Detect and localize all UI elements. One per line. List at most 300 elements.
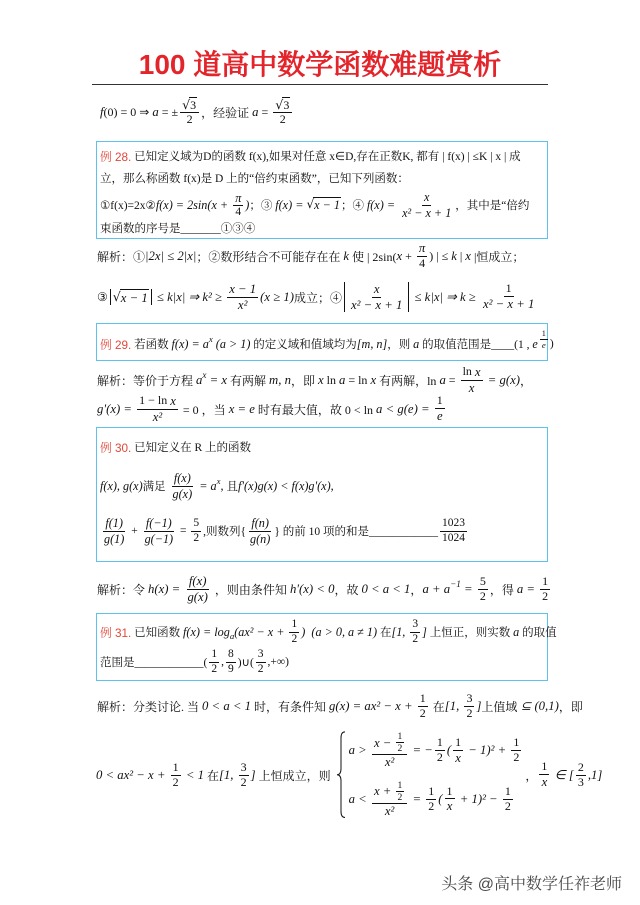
subscript (230, 631, 234, 641)
fraction-denominator (289, 633, 299, 646)
text-run: (0) = 0 ⇒ (103, 104, 153, 119)
system-row (349, 780, 524, 819)
radicand (313, 197, 341, 212)
text-run: 若函数 (131, 339, 172, 351)
fraction (464, 692, 474, 721)
text-run: 9 (227, 662, 234, 675)
text-run: 2 (279, 112, 286, 127)
text-run: 1 (541, 759, 548, 774)
text-run: 4 (235, 205, 242, 218)
math-run: (x ≥ 1) (260, 289, 294, 304)
text-run: ③ (97, 289, 108, 304)
math-run: x = e (228, 401, 255, 416)
fraction-denominator (445, 799, 455, 814)
math-run: ⊆ (0,1) (517, 699, 559, 713)
math-run: |2x| ≤ 2|x| (145, 248, 197, 263)
fraction-numerator (540, 329, 548, 340)
fraction-denominator (191, 532, 201, 545)
fraction-numerator (464, 692, 474, 707)
text-run: 1 (436, 393, 443, 408)
fraction-denominator (143, 532, 176, 546)
fraction-denominator (236, 298, 249, 313)
fraction (540, 329, 548, 350)
math-run: a (152, 104, 159, 119)
analysis-28-line-1 (97, 241, 524, 271)
fraction-denominator (248, 532, 272, 546)
math-run: m, n (269, 372, 291, 387)
math-run: = g(x) (484, 372, 520, 387)
fraction-denominator (453, 751, 463, 766)
text-run: 3 (412, 618, 419, 631)
text-run: 2 (436, 750, 443, 765)
text-run: 3 (466, 690, 473, 705)
text-run: 1 (428, 784, 435, 799)
fraction-numerator (504, 282, 514, 297)
math-run: f(−1) (145, 516, 172, 531)
fraction-denominator (540, 340, 548, 350)
fraction-numerator (171, 761, 181, 776)
math-run: x² (237, 297, 248, 312)
math-run: f(x) (173, 471, 191, 486)
text-run: } 的前 10 项的和是____________ (274, 526, 438, 538)
math-run: √ x − 1 (120, 291, 148, 305)
radicand (189, 97, 197, 112)
math-run: a (196, 372, 203, 387)
text-run: = (445, 372, 459, 387)
text-run: 3 (577, 774, 584, 789)
fraction (239, 761, 249, 790)
text-run: 2 (211, 662, 218, 675)
math-run: x (396, 248, 403, 263)
fraction-numerator (372, 780, 407, 804)
math-run: x² − x + 1 (350, 297, 403, 312)
math-run: g(−1) (144, 531, 174, 546)
fraction (171, 471, 195, 500)
math-run: g(x) (187, 589, 208, 604)
text-run: 5 (479, 573, 486, 588)
radicand (282, 97, 290, 112)
math-run: x² (152, 409, 163, 424)
math-run: − 1)² + (465, 743, 510, 758)
example-label: 例 31. (100, 626, 132, 640)
fraction-numerator (137, 394, 178, 410)
title-underline (92, 84, 548, 85)
math-run: f(n) (251, 516, 269, 531)
math-run: a = (516, 581, 539, 596)
text-run: 1 (397, 780, 403, 791)
math-run: a (513, 624, 520, 639)
fraction-denominator (396, 792, 405, 803)
math-run: 0 < ax² − x + (96, 767, 169, 782)
text-run: 立，那么称函数 f(x)是 D 上的“倍约束函数”，已知下列函数： (100, 173, 409, 185)
fraction-numerator (191, 517, 201, 531)
text-run: 1 − ln (139, 393, 171, 408)
fraction-denominator (435, 409, 445, 424)
math-run: x (541, 775, 548, 790)
fraction (478, 575, 488, 604)
text-run: √ 3 (283, 98, 290, 112)
text-run: 4 (419, 255, 426, 270)
fraction (396, 780, 405, 803)
math-run: ) (245, 197, 250, 212)
text-run: ，即 (558, 699, 583, 714)
text-run: ,则数列{ (203, 526, 246, 538)
text-run: 2 (186, 112, 193, 127)
fraction-numerator (478, 575, 488, 590)
fraction-numerator (103, 516, 125, 531)
math-run: ( (438, 791, 443, 806)
fraction (540, 575, 550, 604)
fraction-numerator (289, 618, 299, 632)
analysis-28-line-2 (97, 279, 538, 315)
math-run: < 1 (182, 767, 204, 782)
fraction (440, 517, 467, 544)
fraction-denominator (503, 800, 513, 814)
math-run: g(n) (250, 531, 271, 546)
fraction-denominator (540, 590, 550, 604)
math-run: x² − x + 1 (402, 205, 452, 220)
text-run: 2 (577, 759, 584, 774)
fraction-denominator (185, 113, 195, 127)
math-run: , (220, 478, 227, 493)
text-run: 1 (542, 573, 549, 588)
fraction-numerator (453, 736, 463, 751)
math-run: x² − x + 1 (482, 297, 535, 312)
example-28-line-1 (100, 147, 521, 165)
math-run: a > (348, 743, 370, 758)
math-run: x (317, 372, 324, 387)
fraction (233, 191, 243, 219)
fraction (372, 731, 407, 770)
fraction-denominator (464, 707, 474, 721)
math-run: f(x) = (275, 197, 307, 212)
fraction (256, 648, 266, 675)
math-run: x (446, 799, 453, 814)
example-label: 例 30. (100, 441, 132, 455)
math-run: x (465, 248, 471, 263)
fraction (410, 618, 420, 645)
math-run: f'(x)g(x) < f(x)g'(x), (238, 478, 334, 493)
fraction-denominator (233, 206, 243, 219)
math-run: a (439, 372, 446, 387)
fraction-denominator (417, 257, 427, 271)
text-run: 2 (172, 774, 179, 789)
fraction (417, 241, 427, 270)
math-run: a (252, 104, 259, 119)
text-run: 有两解，ln (376, 373, 440, 388)
text-run: + (402, 248, 415, 263)
text-run: ①f(x)=2x② (100, 200, 156, 212)
math-run: [m, n] (356, 336, 388, 351)
math-run: e (436, 409, 443, 424)
example-28-line-3 (100, 190, 529, 220)
text-run: ， (410, 582, 423, 597)
text-run: |恒成立； (470, 249, 525, 264)
fraction (445, 785, 455, 814)
math-run: + 1)² − (456, 791, 501, 806)
example-label: 例 28. (100, 150, 132, 164)
math-run: x (455, 750, 461, 765)
math-run: k (451, 248, 457, 263)
fraction-denominator (540, 775, 550, 790)
fraction-denominator (278, 113, 288, 127)
fraction-denominator (440, 532, 467, 545)
fraction-numerator (180, 97, 199, 113)
math-run: e (541, 339, 546, 350)
analysis-29-line-1 (97, 364, 532, 396)
text-run: 已知定义在 R 上的函数 (131, 442, 252, 454)
watermark: 头条 @高中数学任祚老师 (441, 876, 622, 893)
text-run: 在 (429, 699, 445, 714)
text-run: 2 (397, 743, 403, 755)
fraction (273, 97, 292, 127)
fraction-numerator (461, 365, 483, 381)
math-run: a < (348, 791, 370, 806)
math-run: x (370, 372, 377, 387)
fraction (426, 785, 436, 814)
fraction (143, 516, 176, 545)
math-run: = − (409, 743, 433, 758)
text-run: 1 (504, 784, 511, 799)
math-run: e (532, 336, 538, 351)
text-run: 1 (436, 735, 443, 750)
example-28-line-2 (100, 169, 409, 187)
fraction (209, 648, 219, 675)
fraction (102, 516, 126, 545)
text-run: ，则 (387, 339, 414, 351)
text-run: 1024 (441, 531, 465, 544)
fraction-numerator (539, 760, 549, 775)
inequality-system (336, 731, 524, 818)
math-run: g(x) (172, 486, 193, 501)
text-run: ln (323, 372, 339, 387)
text-run: 2 (412, 632, 419, 645)
math-run: 0 < a < 1 (361, 581, 411, 596)
fraction (461, 365, 483, 395)
text-run: 2 (513, 750, 520, 765)
example-29-line-1 (100, 330, 554, 358)
text-run: 3 (240, 759, 247, 774)
math-run: ,1] (587, 767, 603, 782)
fraction-numerator (233, 191, 243, 206)
text-run: = (177, 525, 190, 537)
math-run: a (413, 336, 420, 351)
math-run: x − (373, 735, 395, 750)
fraction (481, 282, 536, 311)
text-run: ， (520, 373, 533, 388)
text-run: ， (525, 768, 538, 783)
analysis-31-line-2 (96, 725, 602, 825)
text-run: 2 (542, 588, 549, 603)
text-run: ；②数形结合不可能存在在 (196, 249, 344, 264)
fraction-numerator (417, 241, 427, 257)
text-run: 在 (377, 627, 392, 639)
math-run: x − 1 (229, 281, 257, 296)
fraction-denominator (209, 663, 219, 676)
fraction-numerator (187, 574, 209, 590)
math-run: ( (446, 743, 452, 758)
fraction-numerator (503, 785, 513, 800)
fraction-denominator (426, 800, 436, 814)
fraction (171, 761, 181, 790)
math-run: a (376, 401, 383, 416)
fraction-numerator (576, 761, 586, 776)
text-run: 2 (240, 774, 247, 789)
math-run: x (170, 393, 176, 408)
fraction-numerator (172, 471, 193, 486)
math-run: x (468, 380, 475, 395)
text-run: | (456, 248, 466, 263)
math-run: ∈ [ (551, 768, 574, 782)
text-run: ，即 (290, 373, 318, 388)
fraction (435, 394, 445, 423)
superscript (450, 579, 461, 589)
text-run: 8 (227, 648, 234, 661)
example-30-line-3 (100, 513, 469, 549)
fraction (576, 761, 586, 790)
fraction (248, 516, 272, 545)
analysis-30-line-1 (97, 571, 552, 607)
fraction (396, 731, 405, 754)
math-run: f(1) (105, 516, 123, 531)
fraction (180, 97, 199, 127)
math-run: g'(x) = (97, 401, 136, 416)
text-run: 束函数的序号是_______①③④ (100, 223, 256, 235)
text-run: 2 (466, 705, 473, 720)
fraction-numerator (511, 736, 521, 751)
square-root (275, 97, 290, 112)
fraction-denominator (171, 487, 195, 501)
fraction-numerator (372, 282, 382, 298)
fraction-numerator (540, 575, 550, 590)
fraction-numerator (445, 785, 455, 800)
superscript (202, 370, 206, 380)
text-run: 时，有条件知 (250, 699, 329, 714)
text-run: )∪( (237, 657, 254, 669)
fraction-denominator (383, 755, 396, 770)
math-run: < g(e) = (382, 401, 433, 416)
math-run: x (202, 370, 207, 381)
math-run: x (474, 364, 481, 379)
text-run: 1 (172, 759, 179, 774)
text-run: 1 (397, 731, 403, 743)
fraction-numerator (396, 731, 405, 743)
example-31-line-1 (100, 617, 557, 647)
text-run: ；④ (340, 200, 367, 212)
text-run: 在 (203, 768, 219, 783)
text-run: 2 (397, 792, 403, 804)
system-row (349, 731, 524, 770)
fraction (453, 736, 463, 765)
math-run: ≤ k|x| ⇒ k ≥ (411, 290, 479, 304)
fraction (503, 785, 513, 814)
fraction-numerator (256, 648, 266, 662)
math-run: x + (373, 784, 395, 799)
fraction-denominator (396, 743, 405, 754)
text-run: 上值域 (481, 699, 518, 714)
text-run: 2 (428, 798, 435, 813)
text-run: = 0 ，当 (179, 402, 229, 417)
math-run: 0 < a < 1 (202, 698, 251, 713)
math-run: √ x − 1 (314, 198, 340, 213)
math-run: a (338, 372, 346, 387)
fraction (372, 780, 407, 819)
math-run: f(x) = a (171, 336, 209, 351)
text-run: 时有最大值，故 0 < ln (254, 402, 377, 417)
fraction (191, 517, 201, 544)
text-run: 的取值范围是____(1 , (419, 339, 533, 351)
text-run: , (221, 656, 224, 668)
math-run: a (229, 630, 235, 641)
fraction (349, 282, 404, 312)
text-run: + (128, 525, 141, 537)
text-run: ) (549, 338, 554, 350)
example-30-line-1 (100, 438, 251, 456)
fraction-denominator (239, 776, 249, 790)
math-run: ] (422, 624, 427, 639)
text-run: 1 (211, 648, 218, 661)
superscript (209, 334, 213, 344)
text-run: 成立；④ (293, 290, 342, 305)
math-run: = a (196, 478, 217, 493)
fraction-denominator (481, 297, 536, 312)
fraction-numerator (422, 190, 431, 205)
math-run: k (343, 248, 350, 263)
fraction-denominator (467, 381, 477, 396)
math-run: x (216, 476, 221, 487)
text-run: 1023 (441, 517, 465, 530)
fraction (400, 190, 453, 219)
text-run: 1 (446, 783, 453, 798)
fraction-denominator (383, 804, 396, 819)
fraction (137, 394, 178, 424)
text-run: 解析：分类讨论. 当 (97, 699, 203, 714)
superscript (538, 329, 550, 350)
text-run: 已知函数 (131, 627, 184, 639)
fraction-denominator (478, 590, 488, 604)
text-run: = ln (345, 372, 371, 387)
fraction-numerator (435, 736, 445, 751)
math-run: a + a (422, 581, 451, 596)
text-run: ，经验证 (201, 105, 253, 120)
fraction-denominator (151, 410, 164, 425)
text-run: 1 (291, 618, 298, 631)
text-run: = ± (158, 104, 179, 119)
fraction-numerator (396, 780, 405, 792)
fraction-denominator (418, 707, 428, 721)
fraction-numerator (372, 731, 407, 755)
text-run: 1 (455, 734, 462, 749)
fraction-numerator (426, 785, 436, 800)
fraction (435, 736, 445, 765)
math-run: −1 (450, 579, 461, 590)
math-run: [1, (444, 698, 463, 713)
text-run: 上恒正，则实数 (426, 627, 514, 639)
text-run: ；③ (249, 200, 276, 212)
fraction-denominator (256, 663, 266, 676)
fraction-numerator (249, 516, 271, 531)
fraction-denominator (102, 532, 126, 546)
text-run: 5 (193, 517, 200, 530)
analysis-31-line-1 (97, 691, 583, 721)
text-run: 解析：等价于方程 (97, 373, 197, 388)
text-run: 满足 (142, 481, 169, 493)
example-31-line-2 (100, 647, 289, 677)
text-run: ) | ≤ (429, 248, 452, 263)
math-run: g(x) = ax² − x + (329, 698, 416, 713)
fraction-denominator (185, 590, 209, 605)
math-run: [1, (391, 624, 409, 639)
